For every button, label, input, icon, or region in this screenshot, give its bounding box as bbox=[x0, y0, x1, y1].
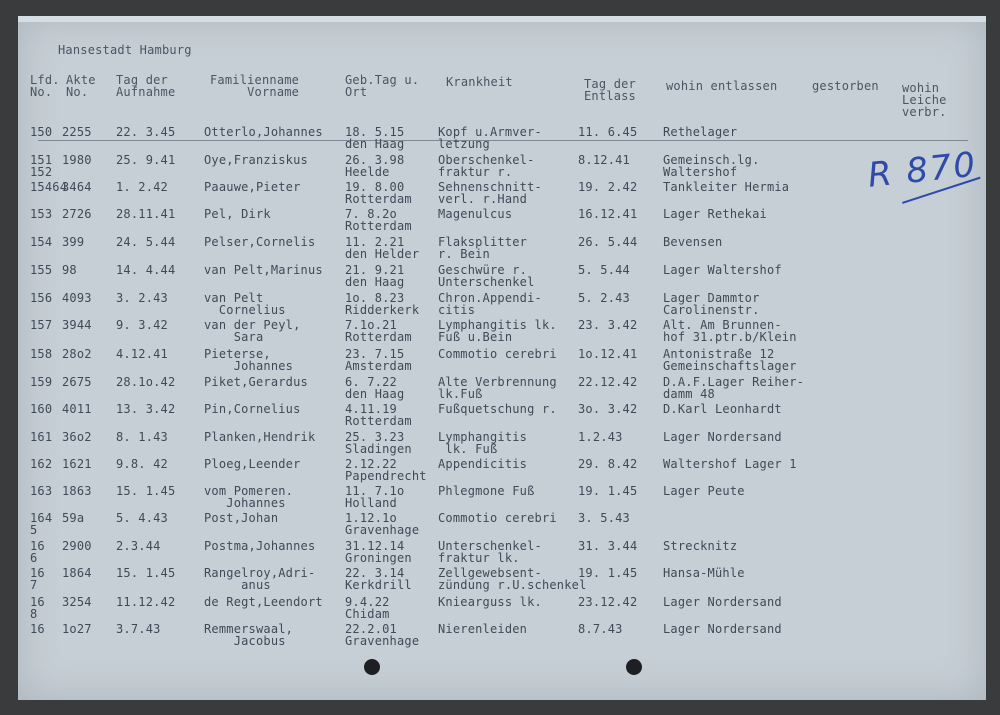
row-krankheit: Commotio cerebri bbox=[438, 511, 557, 525]
row-krankheit: Lymphangitis lk. Fuß bbox=[438, 430, 528, 456]
row-lfd: 157 bbox=[30, 318, 53, 332]
row-lfd: 16 8 bbox=[30, 595, 45, 621]
row-geb: 31.12.14 Groningen bbox=[345, 539, 412, 565]
row-lfd: 162 bbox=[30, 457, 53, 471]
row-geb: 22.2.01 Gravenhage bbox=[345, 622, 420, 648]
row-lfd: 153 bbox=[30, 207, 53, 221]
row-krankheit: Kopf u.Armver- letzung bbox=[438, 125, 542, 151]
row-lfd: 150 bbox=[30, 125, 53, 139]
row-wohin: Lager Nordersand bbox=[663, 430, 782, 444]
row-entlass: 1.2.43 bbox=[578, 430, 623, 444]
header-geb: Geb.Tag u. Ort bbox=[345, 73, 420, 99]
row-aufnahme: 11.12.42 bbox=[116, 595, 176, 609]
row-entlass: 23.12.42 bbox=[578, 595, 638, 609]
row-geb: 2.12.22 Papendrecht bbox=[345, 457, 427, 483]
row-entlass: 5. 2.43 bbox=[578, 291, 630, 305]
row-aufnahme: 28.11.41 bbox=[116, 207, 176, 221]
header-lfd: Lfd. No. bbox=[30, 73, 60, 99]
row-krankheit: Geschwüre r. Unterschenkel bbox=[438, 263, 535, 289]
row-entlass: 8.7.43 bbox=[578, 622, 623, 636]
row-akte: 2675 bbox=[62, 375, 92, 389]
row-lfd: 156 bbox=[30, 291, 53, 305]
row-aufnahme: 28.1o.42 bbox=[116, 375, 176, 389]
row-wohin: Rethelager bbox=[663, 125, 738, 139]
row-wohin: Lager Rethekai bbox=[663, 207, 767, 221]
row-aufnahme: 22. 3.45 bbox=[116, 125, 176, 139]
row-geb: 26. 3.98 Heelde bbox=[345, 153, 405, 179]
row-familienname: Pelser,Cornelis bbox=[204, 235, 316, 249]
row-akte: 59a bbox=[62, 511, 85, 525]
row-akte: 98 bbox=[62, 263, 77, 277]
punch-hole-right bbox=[626, 659, 642, 675]
row-geb: 4.11.19 Rotterdam bbox=[345, 402, 412, 428]
row-entlass: 29. 8.42 bbox=[578, 457, 638, 471]
row-aufnahme: 25. 9.41 bbox=[116, 153, 176, 167]
row-lfd: 159 bbox=[30, 375, 53, 389]
row-entlass: 19. 1.45 bbox=[578, 566, 638, 580]
row-wohin: Lager Nordersand bbox=[663, 595, 782, 609]
row-entlass: 11. 6.45 bbox=[578, 125, 638, 139]
header-leiche: wohin Leiche verbr. bbox=[902, 81, 947, 119]
row-entlass: 1o.12.41 bbox=[578, 347, 638, 361]
row-geb: 7. 8.2o Rotterdam bbox=[345, 207, 412, 233]
row-lfd: 16 7 bbox=[30, 566, 45, 592]
row-geb: 22. 3.14 Kerkdrill bbox=[345, 566, 412, 592]
row-krankheit: Nierenleiden bbox=[438, 622, 528, 636]
row-familienname: Pel, Dirk bbox=[204, 207, 271, 221]
row-akte: 3944 bbox=[62, 318, 92, 332]
row-wohin: D.A.F.Lager Reiher- damm 48 bbox=[663, 375, 805, 401]
row-familienname: van Pelt Cornelius bbox=[204, 291, 286, 317]
row-familienname: Oye,Franziskus bbox=[204, 153, 308, 167]
row-akte: 2726 bbox=[62, 207, 92, 221]
row-krankheit: Commotio cerebri bbox=[438, 347, 557, 361]
row-lfd: 160 bbox=[30, 402, 53, 416]
row-krankheit: Oberschenkel- fraktur r. bbox=[438, 153, 535, 179]
row-geb: 23. 7.15 Amsterdam bbox=[345, 347, 412, 373]
row-aufnahme: 2.3.44 bbox=[116, 539, 161, 553]
row-akte: 1621 bbox=[62, 457, 92, 471]
row-aufnahme: 24. 5.44 bbox=[116, 235, 176, 249]
row-wohin: Gemeinsch.lg. Waltershof bbox=[663, 153, 760, 179]
row-familienname: Remmerswaal, Jacobus bbox=[204, 622, 294, 648]
header-familienname: Familienname Vorname bbox=[210, 73, 300, 99]
row-wohin: D.Karl Leonhardt bbox=[663, 402, 782, 416]
row-wohin: Lager Dammtor Carolinenstr. bbox=[663, 291, 760, 317]
punch-hole-left bbox=[364, 659, 380, 675]
row-aufnahme: 4.12.41 bbox=[116, 347, 168, 361]
row-familienname: van der Peyl, Sara bbox=[204, 318, 301, 344]
row-akte: 1980 bbox=[62, 153, 92, 167]
row-aufnahme: 8. 1.43 bbox=[116, 430, 168, 444]
row-akte: 399 bbox=[62, 235, 85, 249]
row-familienname: van Pelt,Marinus bbox=[204, 263, 323, 277]
row-lfd: 16 bbox=[30, 622, 45, 636]
row-entlass: 3o. 3.42 bbox=[578, 402, 638, 416]
row-geb: 11. 2.21 den Helder bbox=[345, 235, 420, 261]
row-akte: 4093 bbox=[62, 291, 92, 305]
row-entlass: 19. 1.45 bbox=[578, 484, 638, 498]
row-familienname: Rangelroy,Adri- anus bbox=[204, 566, 316, 592]
row-aufnahme: 3.7.43 bbox=[116, 622, 161, 636]
row-aufnahme: 1. 2.42 bbox=[116, 180, 168, 194]
row-krankheit: Alte Verbrennung lk.Fuß bbox=[438, 375, 557, 401]
handwritten-annotation: R 870 bbox=[866, 144, 979, 196]
header-akte: Akte No. bbox=[66, 73, 96, 99]
row-wohin: Alt. Am Brunnen- hof 31.ptr.b/Klein bbox=[663, 318, 797, 344]
row-aufnahme: 5. 4.43 bbox=[116, 511, 168, 525]
row-aufnahme: 15. 1.45 bbox=[116, 566, 176, 580]
row-aufnahme: 3. 2.43 bbox=[116, 291, 168, 305]
row-geb: 9.4.22 Chidam bbox=[345, 595, 390, 621]
row-krankheit: Chron.Appendi- citis bbox=[438, 291, 542, 317]
row-wohin: Antonistraße 12 Gemeinschaftslager bbox=[663, 347, 797, 373]
row-krankheit: Flaksplitter r. Bein bbox=[438, 235, 528, 261]
row-akte: 2900 bbox=[62, 539, 92, 553]
row-aufnahme: 9. 3.42 bbox=[116, 318, 168, 332]
row-familienname: Otterlo,Johannes bbox=[204, 125, 323, 139]
row-lfd: 164 5 bbox=[30, 511, 53, 537]
row-krankheit: Sehnenschnitt- verl. r.Hand bbox=[438, 180, 542, 206]
row-akte: 3254 bbox=[62, 595, 92, 609]
row-lfd: 15464 bbox=[30, 180, 68, 194]
row-aufnahme: 13. 3.42 bbox=[116, 402, 176, 416]
row-krankheit: Lymphangitis lk. Fuß u.Bein bbox=[438, 318, 557, 344]
row-krankheit: Phlegmone Fuß bbox=[438, 484, 535, 498]
row-aufnahme: 9.8. 42 bbox=[116, 457, 168, 471]
row-krankheit: Zellgewebsent- zündung r.U.schenkel bbox=[438, 566, 587, 592]
row-akte: 1o27 bbox=[62, 622, 92, 636]
row-geb: 1.12.1o Gravenhage bbox=[345, 511, 420, 537]
row-krankheit: Appendicitis bbox=[438, 457, 528, 471]
row-familienname: Pin,Cornelius bbox=[204, 402, 301, 416]
row-wohin: Tankleiter Hermia bbox=[663, 180, 790, 194]
row-familienname: Paauwe,Pieter bbox=[204, 180, 301, 194]
row-entlass: 19. 2.42 bbox=[578, 180, 638, 194]
header-krankheit: Krankheit bbox=[446, 75, 513, 89]
row-lfd: 158 bbox=[30, 347, 53, 361]
row-wohin: Bevensen bbox=[663, 235, 723, 249]
row-geb: 6. 7.22 den Haag bbox=[345, 375, 405, 401]
row-akte: 36o2 bbox=[62, 430, 92, 444]
header-wohin: wohin entlassen bbox=[666, 79, 778, 93]
row-akte: 2255 bbox=[62, 125, 92, 139]
document-sheet bbox=[18, 16, 986, 700]
row-krankheit: Magenulcus bbox=[438, 207, 513, 221]
row-wohin: Hansa-Mühle bbox=[663, 566, 745, 580]
row-familienname: Ploeg,Leender bbox=[204, 457, 301, 471]
row-lfd: 16 6 bbox=[30, 539, 45, 565]
row-wohin: Lager Nordersand bbox=[663, 622, 782, 636]
row-familienname: Piket,Gerardus bbox=[204, 375, 308, 389]
row-entlass: 22.12.42 bbox=[578, 375, 638, 389]
row-akte: 1864 bbox=[62, 566, 92, 580]
row-akte: 1863 bbox=[62, 484, 92, 498]
row-akte: 28o2 bbox=[62, 347, 92, 361]
row-geb: 21. 9.21 den Haag bbox=[345, 263, 405, 289]
header-place: Hansestadt Hamburg bbox=[58, 43, 192, 57]
row-geb: 25. 3.23 Sladingen bbox=[345, 430, 412, 456]
row-aufnahme: 14. 4.44 bbox=[116, 263, 176, 277]
row-wohin: Lager Waltershof bbox=[663, 263, 782, 277]
row-akte: 4011 bbox=[62, 402, 92, 416]
row-aufnahme: 15. 1.45 bbox=[116, 484, 176, 498]
row-wohin: Strecknitz bbox=[663, 539, 738, 553]
row-entlass: 23. 3.42 bbox=[578, 318, 638, 332]
row-lfd: 161 bbox=[30, 430, 53, 444]
row-krankheit: Fußquetschung r. bbox=[438, 402, 557, 416]
row-geb: 18. 5.15 den Haag bbox=[345, 125, 405, 151]
row-lfd: 154 bbox=[30, 235, 53, 249]
row-wohin: Lager Peute bbox=[663, 484, 745, 498]
row-familienname: de Regt,Leendort bbox=[204, 595, 323, 609]
row-familienname: Planken,Hendrik bbox=[204, 430, 316, 444]
row-geb: 7.1o.21 Rotterdam bbox=[345, 318, 412, 344]
row-lfd: 163 bbox=[30, 484, 53, 498]
row-geb: 1o. 8.23 Ridderkerk bbox=[345, 291, 420, 317]
row-entlass: 31. 3.44 bbox=[578, 539, 638, 553]
row-entlass: 3. 5.43 bbox=[578, 511, 630, 525]
row-wohin: Waltershof Lager 1 bbox=[663, 457, 797, 471]
row-familienname: Postma,Johannes bbox=[204, 539, 316, 553]
row-entlass: 8.12.41 bbox=[578, 153, 630, 167]
row-lfd: 155 bbox=[30, 263, 53, 277]
header-tag-entlass: Tag der Entlass bbox=[584, 77, 636, 103]
row-entlass: 26. 5.44 bbox=[578, 235, 638, 249]
header-tag-aufnahme: Tag der Aufnahme bbox=[116, 73, 176, 99]
row-krankheit: Unterschenkel- fraktur lk. bbox=[438, 539, 542, 565]
row-akte: 3464 bbox=[62, 180, 92, 194]
header-gestorben: gestorben bbox=[812, 79, 879, 93]
row-entlass: 5. 5.44 bbox=[578, 263, 630, 277]
row-entlass: 16.12.41 bbox=[578, 207, 638, 221]
row-familienname: Post,Johan bbox=[204, 511, 279, 525]
row-familienname: Pieterse, Johannes bbox=[204, 347, 294, 373]
row-geb: 19. 8.00 Rotterdam bbox=[345, 180, 412, 206]
row-lfd: 151 152 bbox=[30, 153, 53, 179]
row-geb: 11. 7.1o Holland bbox=[345, 484, 405, 510]
row-krankheit: Kniearguss lk. bbox=[438, 595, 542, 609]
row-familienname: vom Pomeren. Johannes bbox=[204, 484, 294, 510]
